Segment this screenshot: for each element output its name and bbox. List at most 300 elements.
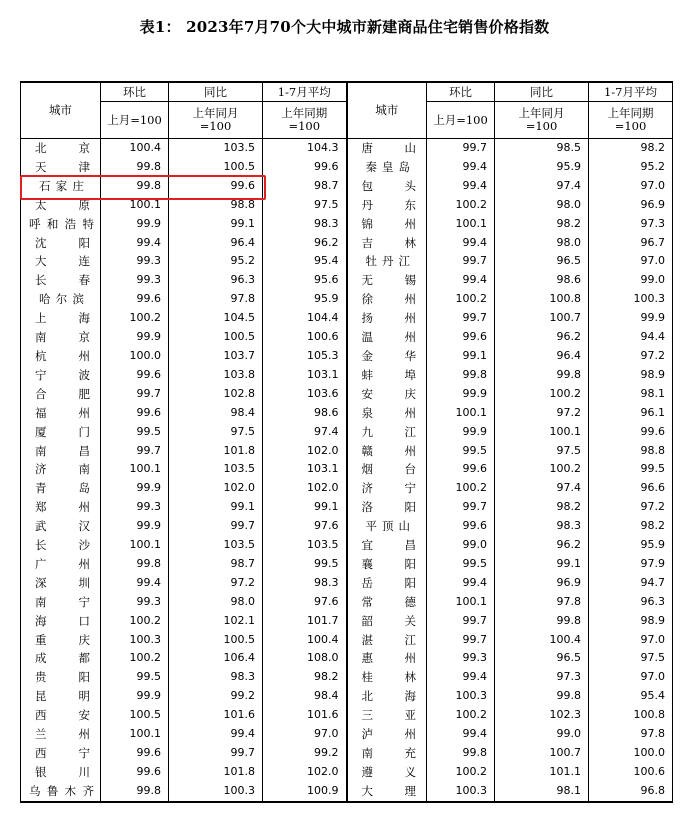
mom-base-right: 上月=100 bbox=[427, 102, 495, 139]
mom-value: 99.5 bbox=[427, 442, 495, 461]
table-row bbox=[21, 574, 673, 593]
avg-value: 97.2 bbox=[589, 347, 673, 366]
city-name: 呼 和 浩 特 bbox=[21, 215, 101, 234]
yoy-value: 97.3 bbox=[495, 668, 589, 687]
yoy-value: 104.5 bbox=[169, 309, 263, 328]
avg-value: 97.6 bbox=[263, 517, 347, 536]
city-name: 赣 州 bbox=[347, 442, 427, 461]
city-name: 温 州 bbox=[347, 328, 427, 347]
yoy-value: 99.7 bbox=[169, 517, 263, 536]
price-index-table bbox=[20, 81, 673, 803]
table-row bbox=[21, 328, 673, 347]
city-name: 金 华 bbox=[347, 347, 427, 366]
mom-value: 100.3 bbox=[427, 687, 495, 706]
table-row bbox=[21, 782, 673, 802]
mom-value: 99.8 bbox=[427, 366, 495, 385]
mom-value: 100.2 bbox=[427, 479, 495, 498]
yoy-value: 98.6 bbox=[495, 271, 589, 290]
mom-value: 99.4 bbox=[427, 234, 495, 253]
avg-value: 98.4 bbox=[263, 687, 347, 706]
mom-value: 99.5 bbox=[101, 423, 169, 442]
city-name: 西 安 bbox=[21, 706, 101, 725]
mom-value: 99.5 bbox=[427, 555, 495, 574]
avg-value: 95.4 bbox=[263, 252, 347, 271]
yoy-value: 99.2 bbox=[169, 687, 263, 706]
yoy-value: 98.3 bbox=[169, 668, 263, 687]
city-name: 天 津 bbox=[21, 158, 101, 177]
city-name: 蚌 埠 bbox=[347, 366, 427, 385]
mom-value: 99.7 bbox=[427, 498, 495, 517]
city-name: 唐 山 bbox=[347, 139, 427, 158]
mom-value: 99.8 bbox=[101, 177, 169, 196]
mom-value: 100.2 bbox=[101, 649, 169, 668]
mom-value: 99.6 bbox=[427, 460, 495, 479]
table-row bbox=[21, 309, 673, 328]
yoy-value: 103.8 bbox=[169, 366, 263, 385]
avg-value: 95.9 bbox=[263, 290, 347, 309]
city-name: 南 宁 bbox=[21, 593, 101, 612]
mom-value: 99.6 bbox=[101, 404, 169, 423]
mom-value: 99.4 bbox=[427, 177, 495, 196]
city-name: 重 庆 bbox=[21, 631, 101, 650]
table-row bbox=[21, 271, 673, 290]
city-name: 南 充 bbox=[347, 744, 427, 763]
mom-value: 100.2 bbox=[427, 196, 495, 215]
yoy-header-right: 同比 bbox=[495, 82, 589, 102]
avg-value: 96.9 bbox=[589, 196, 673, 215]
avg-value: 103.6 bbox=[263, 385, 347, 404]
mom-value: 100.3 bbox=[427, 782, 495, 802]
yoy-value: 96.2 bbox=[495, 328, 589, 347]
table-row bbox=[21, 385, 673, 404]
city-name: 牡 丹 江 bbox=[347, 252, 427, 271]
avg-value: 99.5 bbox=[589, 460, 673, 479]
mom-value: 100.1 bbox=[427, 215, 495, 234]
avg-value: 102.0 bbox=[263, 442, 347, 461]
yoy-value: 98.8 bbox=[169, 196, 263, 215]
table-row bbox=[21, 649, 673, 668]
yoy-value: 95.2 bbox=[169, 252, 263, 271]
table-row bbox=[21, 612, 673, 631]
yoy-value: 99.1 bbox=[169, 498, 263, 517]
table-row bbox=[21, 706, 673, 725]
mom-value: 99.3 bbox=[101, 252, 169, 271]
table-row bbox=[21, 158, 673, 177]
mom-value: 99.3 bbox=[427, 649, 495, 668]
table-row bbox=[21, 423, 673, 442]
mom-value: 99.6 bbox=[101, 366, 169, 385]
city-name: 秦 皇 岛 bbox=[347, 158, 427, 177]
yoy-value: 101.8 bbox=[169, 442, 263, 461]
table-row bbox=[21, 404, 673, 423]
mom-value: 99.9 bbox=[101, 687, 169, 706]
table-row bbox=[21, 366, 673, 385]
mom-value: 100.1 bbox=[101, 725, 169, 744]
mom-value: 99.5 bbox=[101, 668, 169, 687]
table-row bbox=[21, 347, 673, 366]
avg-value: 97.2 bbox=[589, 498, 673, 517]
yoy-value: 99.8 bbox=[495, 366, 589, 385]
mom-value: 99.8 bbox=[101, 782, 169, 802]
city-name: 无 锡 bbox=[347, 271, 427, 290]
table-row bbox=[21, 177, 673, 196]
mom-value: 99.9 bbox=[101, 479, 169, 498]
city-name: 大 理 bbox=[347, 782, 427, 802]
table-row bbox=[21, 725, 673, 744]
avg-value: 97.0 bbox=[263, 725, 347, 744]
yoy-value: 96.5 bbox=[495, 252, 589, 271]
avg-value: 95.2 bbox=[589, 158, 673, 177]
avg-value: 99.9 bbox=[589, 309, 673, 328]
mom-value: 99.4 bbox=[427, 725, 495, 744]
table-row bbox=[21, 460, 673, 479]
yoy-value: 100.3 bbox=[169, 782, 263, 802]
city-name: 三 亚 bbox=[347, 706, 427, 725]
mom-value: 100.1 bbox=[101, 196, 169, 215]
yoy-value: 100.4 bbox=[495, 631, 589, 650]
yoy-value: 98.2 bbox=[495, 498, 589, 517]
avg-value: 104.4 bbox=[263, 309, 347, 328]
table-row bbox=[21, 498, 673, 517]
city-name: 吉 林 bbox=[347, 234, 427, 253]
avg-value: 95.6 bbox=[263, 271, 347, 290]
yoy-value: 101.1 bbox=[495, 763, 589, 782]
avg-value: 99.1 bbox=[263, 498, 347, 517]
city-name: 贵 阳 bbox=[21, 668, 101, 687]
avg-value: 96.1 bbox=[589, 404, 673, 423]
avg-value: 97.4 bbox=[263, 423, 347, 442]
avg-value: 103.5 bbox=[263, 536, 347, 555]
table-row bbox=[21, 744, 673, 763]
table-row bbox=[21, 687, 673, 706]
table-row bbox=[21, 517, 673, 536]
mom-value: 100.1 bbox=[427, 593, 495, 612]
avg-header-right: 1-7月平均 bbox=[589, 82, 673, 102]
yoy-value: 98.7 bbox=[169, 555, 263, 574]
avg-value: 98.9 bbox=[589, 612, 673, 631]
city-header-left: 城市 bbox=[21, 82, 101, 139]
yoy-value: 100.8 bbox=[495, 290, 589, 309]
avg-value: 97.9 bbox=[589, 555, 673, 574]
mom-value: 100.2 bbox=[101, 309, 169, 328]
city-name: 长 沙 bbox=[21, 536, 101, 555]
yoy-value: 97.5 bbox=[495, 442, 589, 461]
yoy-value: 100.5 bbox=[169, 631, 263, 650]
yoy-value: 96.3 bbox=[169, 271, 263, 290]
mom-value: 99.9 bbox=[101, 328, 169, 347]
city-name: 海 口 bbox=[21, 612, 101, 631]
avg-value: 94.4 bbox=[589, 328, 673, 347]
avg-value: 99.2 bbox=[263, 744, 347, 763]
avg-value: 97.0 bbox=[589, 631, 673, 650]
table-row bbox=[21, 631, 673, 650]
mom-value: 99.7 bbox=[101, 442, 169, 461]
yoy-value: 97.4 bbox=[495, 177, 589, 196]
city-name: 上 海 bbox=[21, 309, 101, 328]
yoy-value: 99.6 bbox=[169, 177, 263, 196]
avg-value: 98.3 bbox=[263, 215, 347, 234]
mom-value: 99.7 bbox=[101, 385, 169, 404]
yoy-value: 98.5 bbox=[495, 139, 589, 158]
mom-value: 99.7 bbox=[427, 139, 495, 158]
city-name: 石 家 庄 bbox=[21, 177, 101, 196]
yoy-value: 100.5 bbox=[169, 328, 263, 347]
avg-value: 98.3 bbox=[263, 574, 347, 593]
mom-value: 99.9 bbox=[101, 517, 169, 536]
avg-value: 101.6 bbox=[263, 706, 347, 725]
city-name: 包 头 bbox=[347, 177, 427, 196]
avg-value: 98.1 bbox=[589, 385, 673, 404]
yoy-value: 102.1 bbox=[169, 612, 263, 631]
mom-value: 99.6 bbox=[101, 763, 169, 782]
table-title: 表1： 2023年7月70个大中城市新建商品住宅销售价格指数 bbox=[139, 18, 550, 36]
city-name: 广 州 bbox=[21, 555, 101, 574]
yoy-value: 98.0 bbox=[495, 234, 589, 253]
city-name: 郑 州 bbox=[21, 498, 101, 517]
city-name: 南 京 bbox=[21, 328, 101, 347]
city-name: 宁 波 bbox=[21, 366, 101, 385]
table-row bbox=[21, 479, 673, 498]
table-row bbox=[21, 668, 673, 687]
city-name: 南 昌 bbox=[21, 442, 101, 461]
yoy-value: 100.5 bbox=[169, 158, 263, 177]
city-name: 扬 州 bbox=[347, 309, 427, 328]
mom-value: 100.2 bbox=[427, 706, 495, 725]
city-name: 济 宁 bbox=[347, 479, 427, 498]
city-name: 洛 阳 bbox=[347, 498, 427, 517]
mom-value: 100.1 bbox=[101, 460, 169, 479]
city-name: 襄 阳 bbox=[347, 555, 427, 574]
avg-value: 102.0 bbox=[263, 479, 347, 498]
mom-value: 99.9 bbox=[427, 385, 495, 404]
yoy-value: 96.4 bbox=[169, 234, 263, 253]
yoy-value: 98.3 bbox=[495, 517, 589, 536]
avg-value: 95.9 bbox=[589, 536, 673, 555]
mom-value: 99.3 bbox=[101, 593, 169, 612]
yoy-value: 100.2 bbox=[495, 385, 589, 404]
mom-value: 99.4 bbox=[427, 158, 495, 177]
mom-value: 99.6 bbox=[101, 290, 169, 309]
city-name: 岳 阳 bbox=[347, 574, 427, 593]
yoy-value: 101.6 bbox=[169, 706, 263, 725]
city-name: 沈 阳 bbox=[21, 234, 101, 253]
avg-value: 97.0 bbox=[589, 177, 673, 196]
yoy-value: 95.9 bbox=[495, 158, 589, 177]
yoy-value: 99.8 bbox=[495, 612, 589, 631]
yoy-value: 99.7 bbox=[169, 744, 263, 763]
mom-value: 100.2 bbox=[101, 612, 169, 631]
yoy-base-left: 上年同月 =100 bbox=[169, 102, 263, 139]
mom-value: 99.4 bbox=[427, 271, 495, 290]
avg-value: 100.0 bbox=[589, 744, 673, 763]
city-name: 哈 尔 滨 bbox=[21, 290, 101, 309]
yoy-value: 98.0 bbox=[169, 593, 263, 612]
yoy-value: 97.2 bbox=[495, 404, 589, 423]
avg-value: 100.6 bbox=[263, 328, 347, 347]
yoy-value: 100.1 bbox=[495, 423, 589, 442]
yoy-value: 96.4 bbox=[495, 347, 589, 366]
mom-value: 100.2 bbox=[427, 763, 495, 782]
yoy-value: 102.0 bbox=[169, 479, 263, 498]
mom-value: 99.8 bbox=[427, 744, 495, 763]
city-name: 合 肥 bbox=[21, 385, 101, 404]
city-name: 兰 州 bbox=[21, 725, 101, 744]
mom-value: 99.0 bbox=[427, 536, 495, 555]
avg-value: 99.6 bbox=[589, 423, 673, 442]
table-row bbox=[21, 215, 673, 234]
mom-value: 100.0 bbox=[101, 347, 169, 366]
mom-header-left: 环比 bbox=[101, 82, 169, 102]
mom-value: 99.8 bbox=[101, 555, 169, 574]
avg-value: 96.2 bbox=[263, 234, 347, 253]
avg-value: 98.6 bbox=[263, 404, 347, 423]
city-name: 宜 昌 bbox=[347, 536, 427, 555]
avg-value: 98.2 bbox=[589, 517, 673, 536]
city-name: 青 岛 bbox=[21, 479, 101, 498]
city-name: 湛 江 bbox=[347, 631, 427, 650]
yoy-value: 100.7 bbox=[495, 309, 589, 328]
yoy-value: 99.8 bbox=[495, 687, 589, 706]
avg-value: 97.5 bbox=[589, 649, 673, 668]
yoy-value: 96.2 bbox=[495, 536, 589, 555]
yoy-value: 100.7 bbox=[495, 744, 589, 763]
yoy-value: 103.5 bbox=[169, 139, 263, 158]
yoy-value: 99.1 bbox=[495, 555, 589, 574]
mom-value: 100.4 bbox=[101, 139, 169, 158]
avg-value: 98.2 bbox=[589, 139, 673, 158]
mom-value: 99.9 bbox=[101, 215, 169, 234]
mom-header-right: 环比 bbox=[427, 82, 495, 102]
mom-value: 100.2 bbox=[427, 290, 495, 309]
mom-value: 99.4 bbox=[427, 574, 495, 593]
city-name: 北 海 bbox=[347, 687, 427, 706]
yoy-value: 97.5 bbox=[169, 423, 263, 442]
mom-value: 99.7 bbox=[427, 309, 495, 328]
table-row bbox=[21, 442, 673, 461]
avg-base-right: 上年同期 =100 bbox=[589, 102, 673, 139]
avg-value: 103.1 bbox=[263, 460, 347, 479]
city-name: 大 连 bbox=[21, 252, 101, 271]
city-name: 银 川 bbox=[21, 763, 101, 782]
avg-value: 94.7 bbox=[589, 574, 673, 593]
yoy-value: 97.8 bbox=[169, 290, 263, 309]
city-name: 北 京 bbox=[21, 139, 101, 158]
yoy-header-left: 同比 bbox=[169, 82, 263, 102]
avg-value: 97.0 bbox=[589, 668, 673, 687]
mom-value: 99.7 bbox=[427, 612, 495, 631]
city-name: 九 江 bbox=[347, 423, 427, 442]
yoy-base-right: 上年同月 =100 bbox=[495, 102, 589, 139]
avg-value: 104.3 bbox=[263, 139, 347, 158]
city-name: 厦 门 bbox=[21, 423, 101, 442]
mom-value: 99.7 bbox=[427, 631, 495, 650]
avg-value: 99.0 bbox=[589, 271, 673, 290]
city-header-right: 城市 bbox=[347, 82, 427, 139]
city-name: 济 南 bbox=[21, 460, 101, 479]
avg-value: 100.3 bbox=[589, 290, 673, 309]
table-row bbox=[21, 763, 673, 782]
table-row bbox=[21, 139, 673, 158]
table-row bbox=[21, 555, 673, 574]
yoy-value: 103.5 bbox=[169, 536, 263, 555]
avg-value: 100.6 bbox=[589, 763, 673, 782]
avg-value: 96.6 bbox=[589, 479, 673, 498]
avg-value: 96.3 bbox=[589, 593, 673, 612]
yoy-value: 96.5 bbox=[495, 649, 589, 668]
mom-value: 99.1 bbox=[427, 347, 495, 366]
yoy-value: 106.4 bbox=[169, 649, 263, 668]
city-name: 昆 明 bbox=[21, 687, 101, 706]
city-name: 丹 东 bbox=[347, 196, 427, 215]
city-name: 泉 州 bbox=[347, 404, 427, 423]
mom-base-left: 上月=100 bbox=[101, 102, 169, 139]
mom-value: 100.5 bbox=[101, 706, 169, 725]
mom-value: 99.4 bbox=[427, 668, 495, 687]
mom-value: 99.3 bbox=[101, 498, 169, 517]
mom-value: 99.4 bbox=[101, 574, 169, 593]
avg-value: 97.0 bbox=[589, 252, 673, 271]
yoy-value: 103.5 bbox=[169, 460, 263, 479]
city-name: 韶 关 bbox=[347, 612, 427, 631]
avg-value: 97.5 bbox=[263, 196, 347, 215]
avg-value: 101.7 bbox=[263, 612, 347, 631]
city-name: 成 都 bbox=[21, 649, 101, 668]
city-name: 平 顶 山 bbox=[347, 517, 427, 536]
table-row bbox=[21, 234, 673, 253]
mom-value: 99.9 bbox=[427, 423, 495, 442]
mom-value: 99.7 bbox=[427, 252, 495, 271]
city-name: 泸 州 bbox=[347, 725, 427, 744]
avg-value: 103.1 bbox=[263, 366, 347, 385]
mom-value: 99.6 bbox=[427, 517, 495, 536]
avg-value: 96.7 bbox=[589, 234, 673, 253]
mom-value: 99.3 bbox=[101, 271, 169, 290]
city-name: 徐 州 bbox=[347, 290, 427, 309]
yoy-value: 99.0 bbox=[495, 725, 589, 744]
city-name: 烟 台 bbox=[347, 460, 427, 479]
city-name: 乌 鲁 木 齐 bbox=[21, 782, 101, 802]
avg-value: 97.6 bbox=[263, 593, 347, 612]
avg-value: 95.4 bbox=[589, 687, 673, 706]
mom-value: 99.6 bbox=[101, 744, 169, 763]
avg-value: 100.8 bbox=[589, 706, 673, 725]
mom-value: 100.3 bbox=[101, 631, 169, 650]
yoy-value: 103.7 bbox=[169, 347, 263, 366]
mom-value: 100.1 bbox=[101, 536, 169, 555]
yoy-value: 99.1 bbox=[169, 215, 263, 234]
yoy-value: 98.1 bbox=[495, 782, 589, 802]
city-name: 杭 州 bbox=[21, 347, 101, 366]
table-row bbox=[21, 196, 673, 215]
mom-value: 99.8 bbox=[101, 158, 169, 177]
avg-value: 96.8 bbox=[589, 782, 673, 802]
city-name: 长 春 bbox=[21, 271, 101, 290]
avg-value: 102.0 bbox=[263, 763, 347, 782]
yoy-value: 98.0 bbox=[495, 196, 589, 215]
avg-value: 108.0 bbox=[263, 649, 347, 668]
avg-value: 97.8 bbox=[589, 725, 673, 744]
yoy-value: 98.2 bbox=[495, 215, 589, 234]
city-name: 桂 林 bbox=[347, 668, 427, 687]
avg-header-left: 1-7月平均 bbox=[263, 82, 347, 102]
city-name: 太 原 bbox=[21, 196, 101, 215]
yoy-value: 102.8 bbox=[169, 385, 263, 404]
mom-value: 99.4 bbox=[101, 234, 169, 253]
mom-value: 100.1 bbox=[427, 404, 495, 423]
avg-value: 99.6 bbox=[263, 158, 347, 177]
mom-value: 99.6 bbox=[427, 328, 495, 347]
city-name: 遵 义 bbox=[347, 763, 427, 782]
